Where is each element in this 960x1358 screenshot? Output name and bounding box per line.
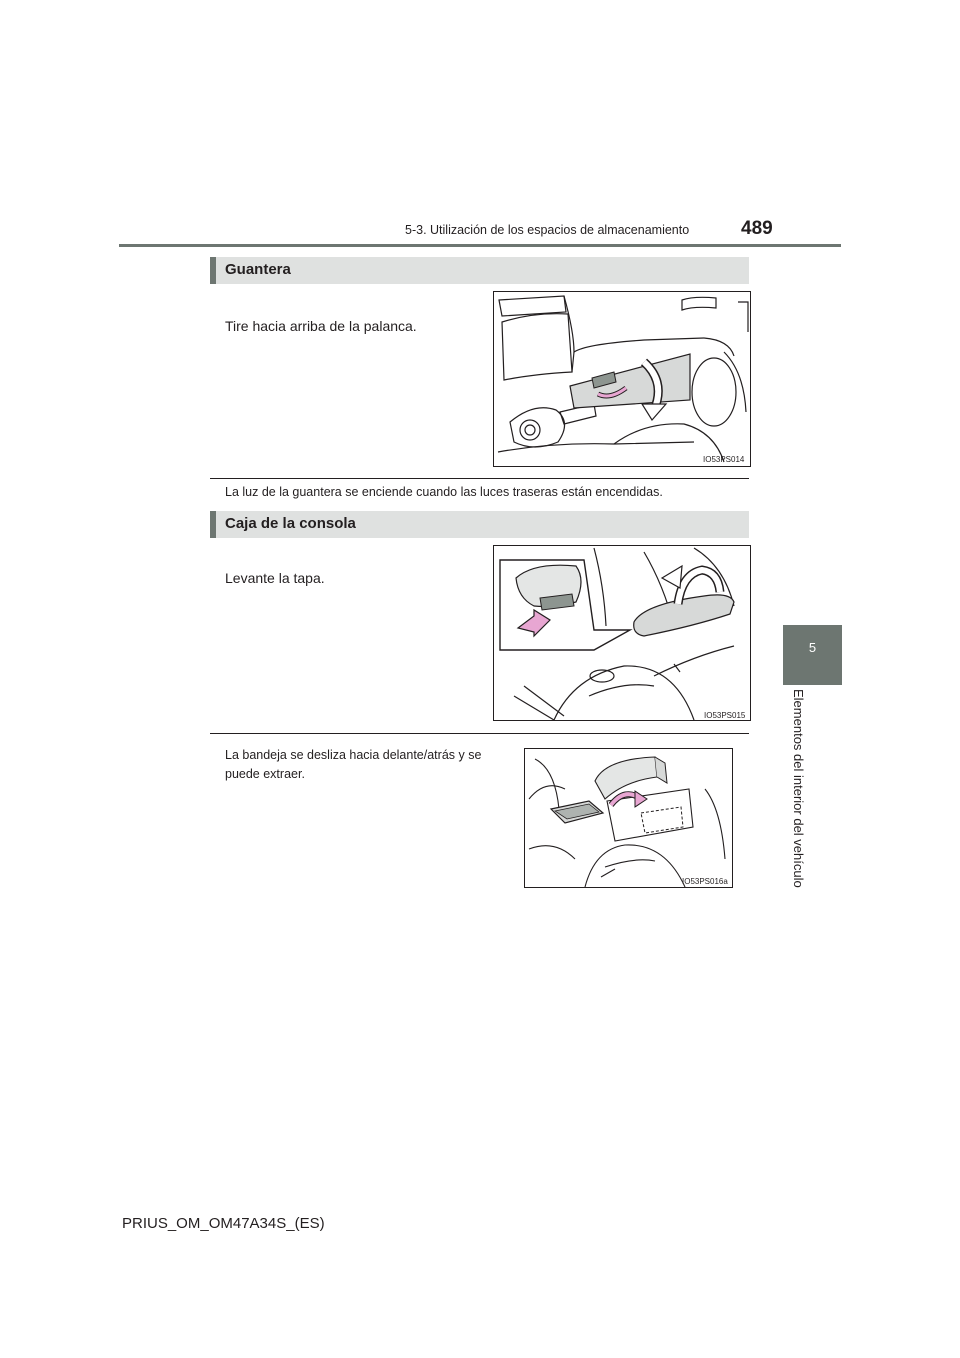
figure-code: IO53PS015 xyxy=(704,711,746,720)
chapter-number: 5 xyxy=(808,640,817,655)
section-heading-guantera xyxy=(210,257,749,284)
section-stripe xyxy=(210,511,216,538)
divider xyxy=(210,733,749,734)
console-box-illustration xyxy=(493,545,751,721)
note-line-2: puede extraer. xyxy=(225,767,305,781)
page-number: 489 xyxy=(741,218,773,239)
note-text: La luz de la guantera se enciende cuando las luces traseras están encendidas. xyxy=(225,485,663,499)
running-head: 5-3. Utilización de los espacios de almacenamiento xyxy=(405,223,690,237)
section-stripe xyxy=(210,257,216,284)
document-id: PRIUS_OM_OM47A34S_(ES) xyxy=(122,1215,325,1232)
section-title: Guantera xyxy=(225,261,291,278)
figure-code: IO53PS014 xyxy=(703,455,745,464)
chapter-title: Elementos del interior del vehículo xyxy=(791,689,806,888)
section-heading-console-box xyxy=(210,511,749,538)
instruction-text: Levante la tapa. xyxy=(225,570,325,586)
header-rule xyxy=(119,244,841,247)
section-title: Caja de la consola xyxy=(225,515,356,532)
figure-code: IO53PS016a xyxy=(682,877,728,886)
divider xyxy=(210,478,749,479)
chapter-tab xyxy=(783,625,842,685)
note-line-1: La bandeja se desliza hacia delante/atrás y se xyxy=(225,748,482,762)
glovebox-illustration xyxy=(493,291,751,467)
instruction-text: Tire hacia arriba de la palanca. xyxy=(225,318,417,334)
console-tray-illustration xyxy=(524,748,733,888)
